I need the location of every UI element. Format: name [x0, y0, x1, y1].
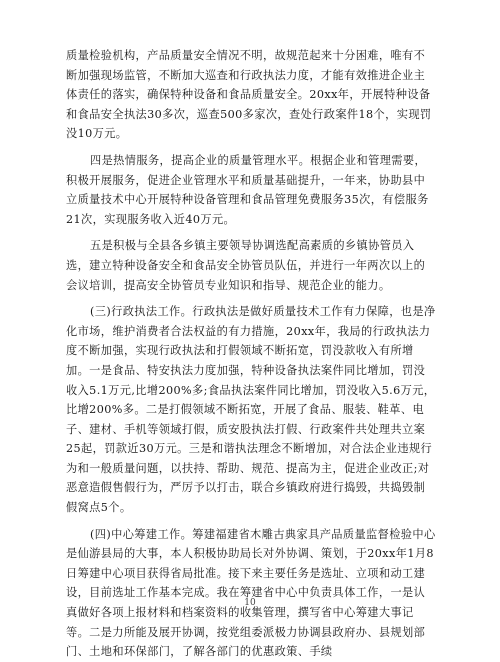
paragraph-coordinators: 五是积极与全县各乡镇主要领导协调选配高素质的乡镇协管员入选，建立特种设备安全和食品安全协管员队伍，并进行一年两次以上的会议培训，提高安全协管员专业知识和指导、规范企业的能力。 — [66, 239, 426, 292]
paragraph-continuation: 质量检验机构，产品质量安全情况不明，故规范起来十分困难，唯有不断加强现场监管，不断加大巡查和行政执法力度，才能有效推进企业主体责任的落实，确保特种设备和食品质量安全。20xx年，开展特种设备和食品安全执法30多次，巡查500多家次，查处行政案件18个，实现罚没10万元。 — [66, 49, 432, 141]
paragraph-law-enforcement: (三)行政执法工作。行政执法是做好质量技术工作有力保障，也是净化市场，维护消费者合法权益的有力措施，20xx年，我局的行政执法力度不断加强，实现行政执法和打假领域不断拓宽，罚没款收入有所增加。一是食品、特安执法力度加强，特种设备执法案件同比增加，罚没收入5.1万元,比增200%多;食品执法案件同比增加，罚没收入5.6万元，比增200%多。二是打假领域不断拓宽，开展了食品、服装、鞋革、电子、建材、手机等领域打假，质安股执法打假、行政案件共处理共立案25起，罚款近30万元。三是和谐执法理念不断增加，对合法企业违规行为和一般质量问题，以扶持、帮助、规范、提高为主，促进企业改正;对恶意造假售假行为，严厉予以打击，联合乡镇政府进行捣毁，共捣毁制假窝点5个。 — [66, 305, 436, 515]
page-number: 10 — [244, 598, 256, 608]
document-body — [66, 46, 436, 662]
paragraph-service: 四是热情服务，提高企业的质量管理水平。根据企业和管理需要，积极开展服务，促进企业管理水平和质量基础提升，一年来，协助县中立质量技术中心开展特种设备管理和食品管理免费服务35次，有偿服务21次，实现服务收入近40万元。 — [66, 153, 429, 226]
paragraph-center-construction: (四)中心筹建工作。筹建福建省木雕古典家具产品质量监督检验中心是仙游县局的大事，本人积极协助局长对外协调、策划，于20xx年1月8日筹建中心项目获得省局批准。接下来主要任务是选址、立项和动工建设，目前选址工作基本完成。我在筹建省中心中负责具体工作，一是认真做好各项上报材料和档案资料的收集管理，撰写省中心筹建大事记等。二是力所能及展开协调，按党组委派极力协调县政府办、县规划部门、土地和环保部门，了解各部门的优惠政策、手续 — [66, 527, 436, 659]
